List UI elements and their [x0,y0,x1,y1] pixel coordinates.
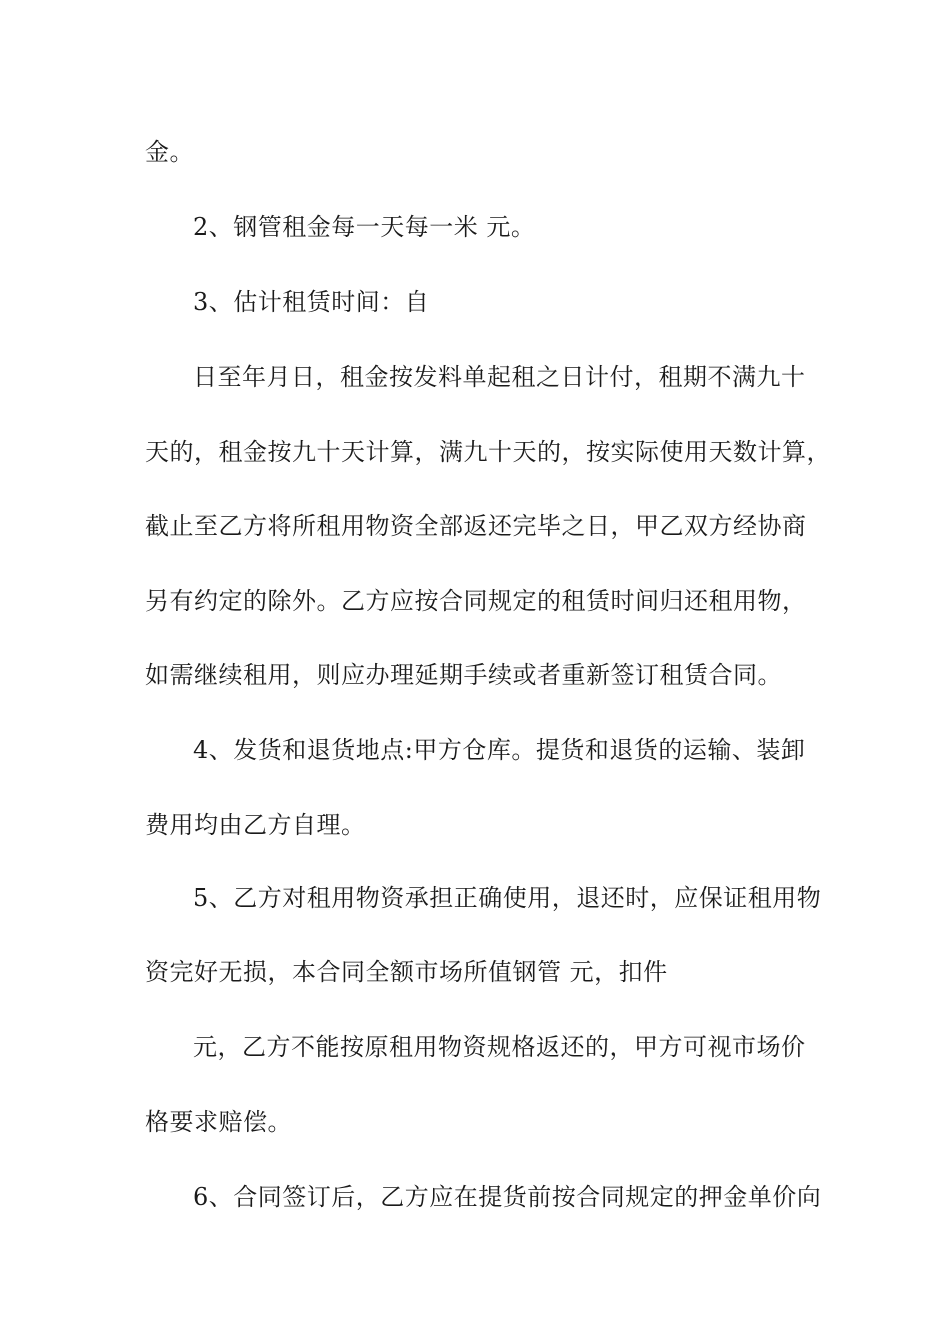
paragraph-line: 另有约定的除外。乙方应按合同规定的租赁时间归还租用物， [145,587,807,615]
paragraph-line: 格要求赔偿。 [145,1108,292,1136]
paragraph-line: 截止至乙方将所租用物资全部返还完毕之日，甲乙双方经协商 [145,512,807,540]
paragraph-line: 日至年月日，租金按发料单起租之日计付，租期不满九十 [193,363,806,391]
paragraph-line: 费用均由乙方自理。 [145,811,366,839]
paragraph-line: 天的，租金按九十天计算，满九十天的，按实际使用天数计算， [145,438,831,466]
paragraph-line: 资完好无损，本合同全额市场所值钢管 元，扣件 [145,958,668,986]
paragraph-line: 4、发货和退货地点:甲方仓库。提货和退货的运输、装卸 [193,736,806,764]
paragraph-line: 元，乙方不能按原租用物资规格返还的，甲方可视市场价 [193,1033,806,1061]
paragraph-line: 5、乙方对租用物资承担正确使用，退还时，应保证租用物 [193,884,822,912]
paragraph-line: 2、钢管租金每一天每一米 元。 [193,213,536,241]
paragraph-line: 3、估计租赁时间：自 [193,288,430,316]
paragraph-line: 金。 [145,138,194,166]
paragraph-line: 6、合同签订后，乙方应在提货前按合同规定的押金单价向 [193,1183,822,1211]
paragraph-line: 如需继续租用，则应办理延期手续或者重新签订租赁合同。 [145,661,782,689]
